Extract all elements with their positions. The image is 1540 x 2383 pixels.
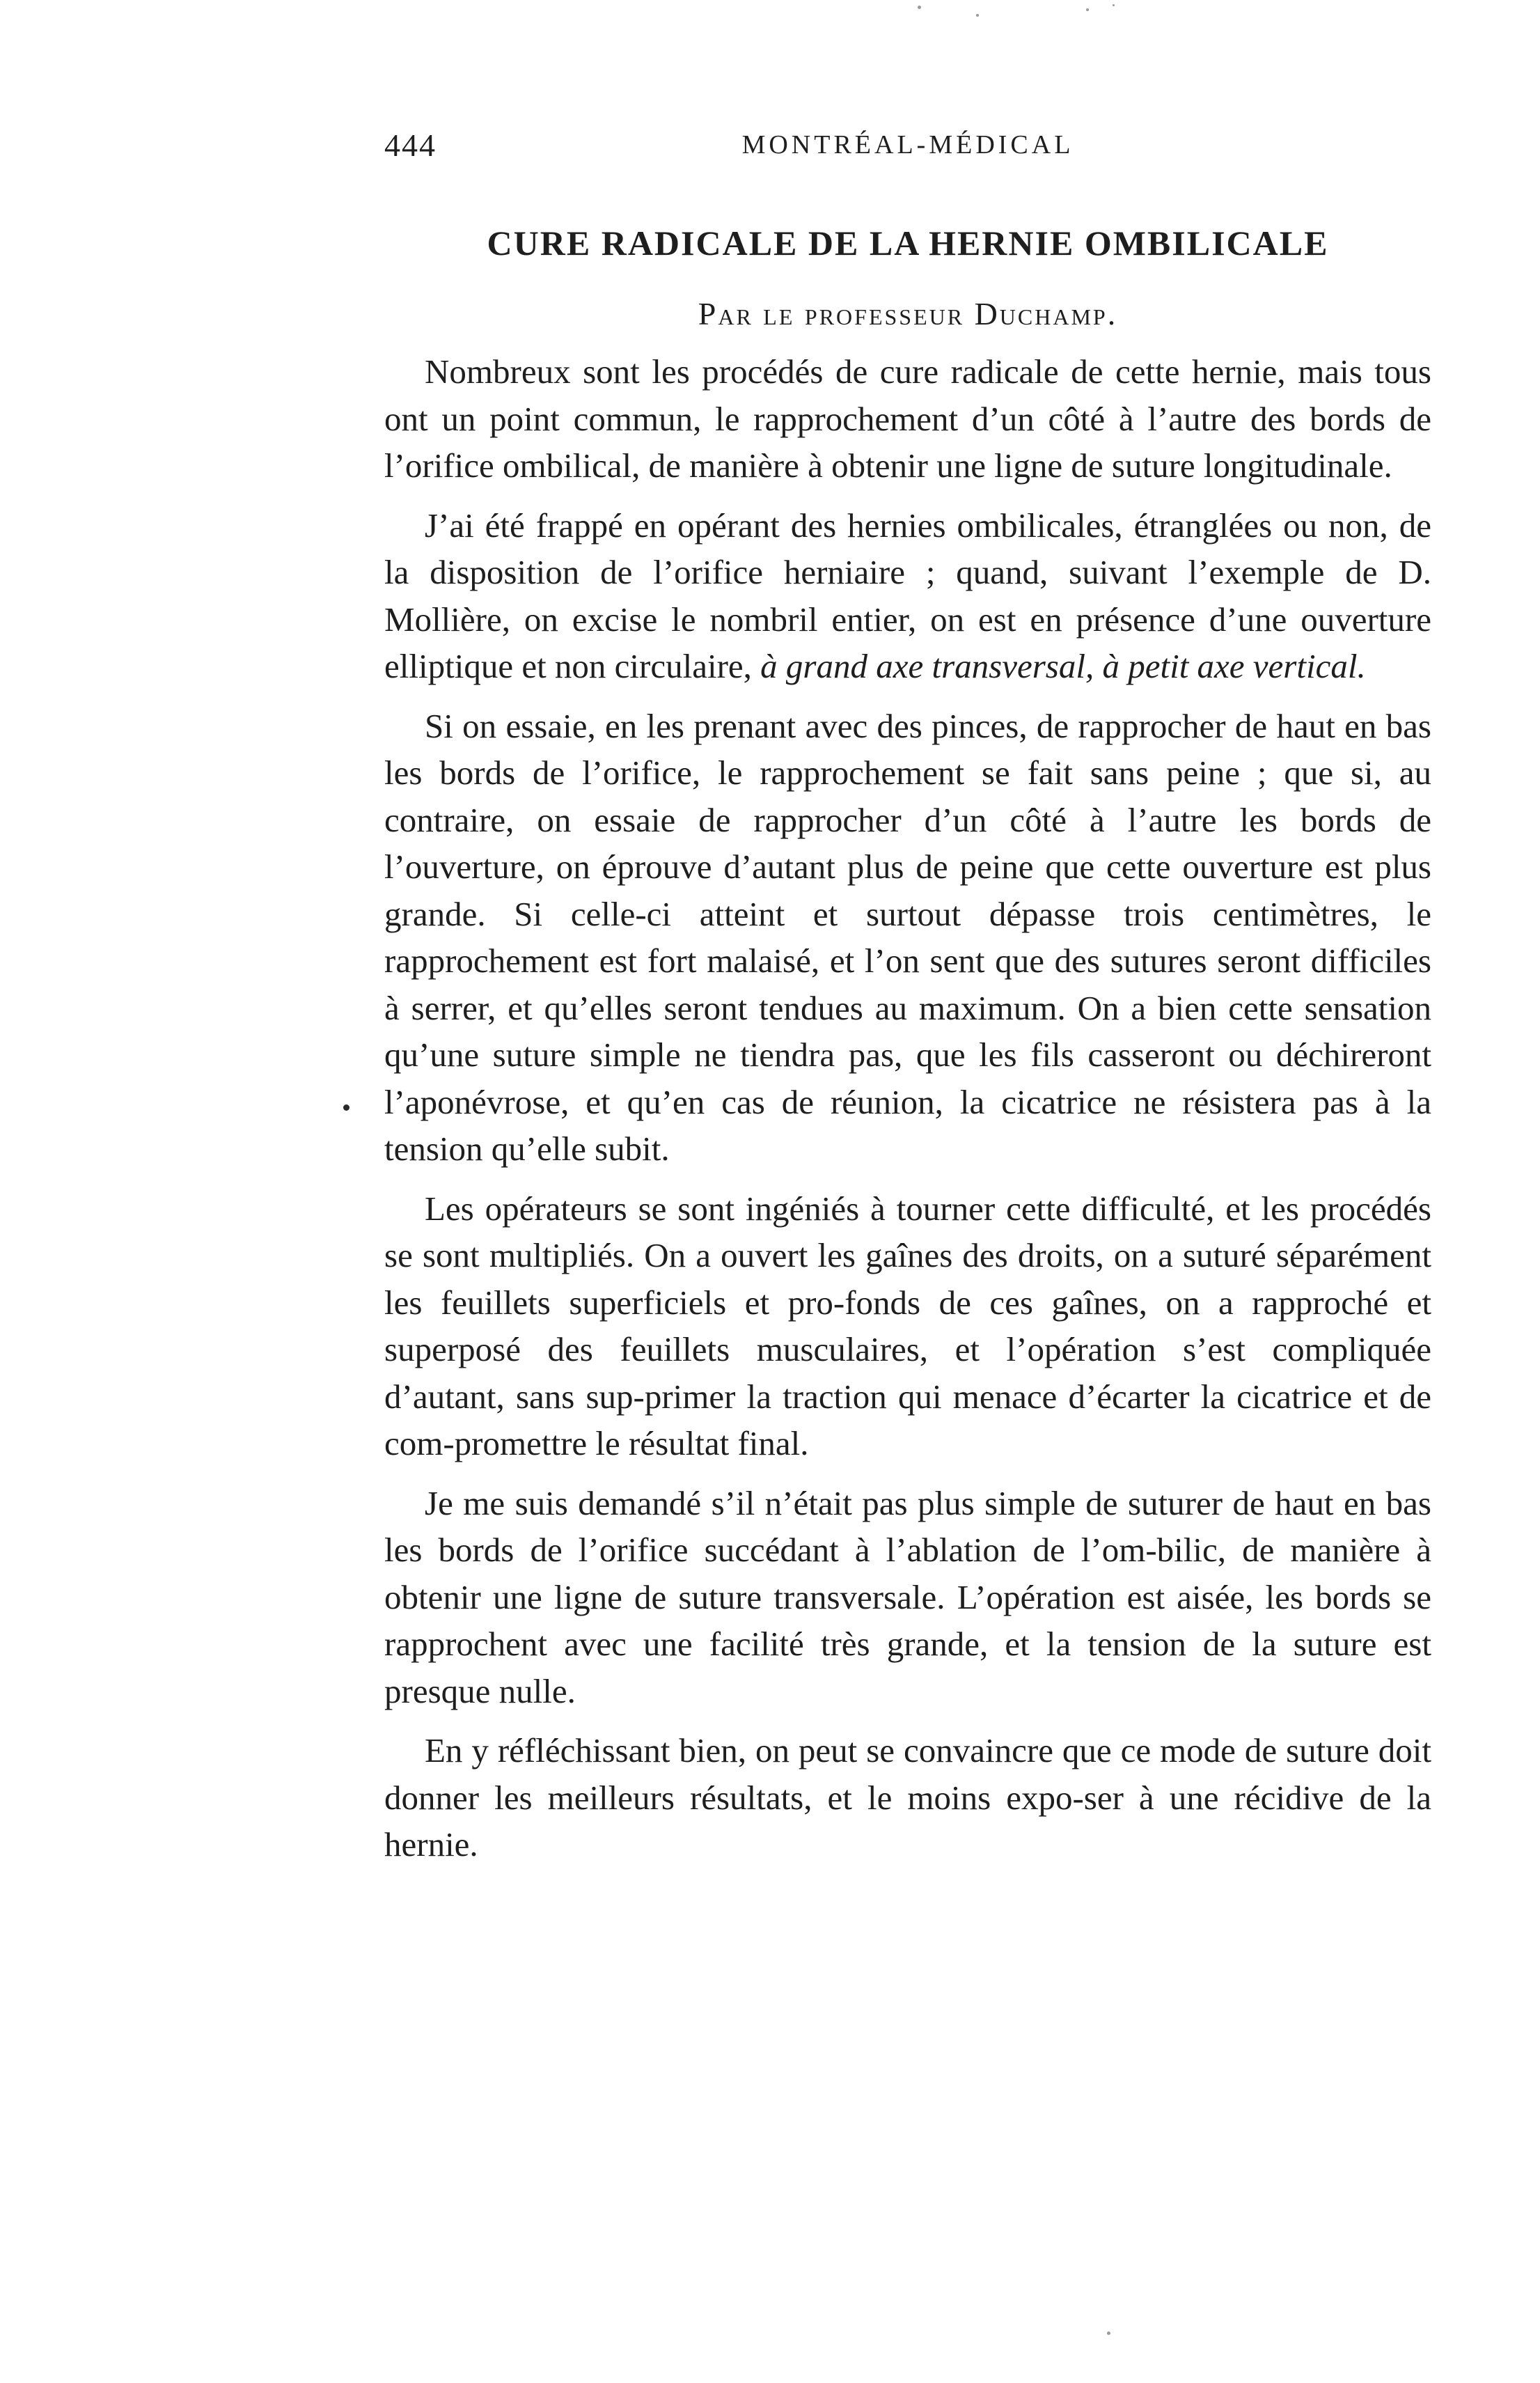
paragraph-text: Les opérateurs se sont ingéniés à tourner cette difficulté, et les procédés se sont multipliés. On a ouvert les gaînes des droits, on a suturé séparément les feuillets superficiels et pro-fonds de ces gaînes, on a rapproché et superposé des feuillets musculaires, et l’opération s’est compliquée d’autant, sans sup-primer la traction qui menace d’écarter la cicatrice et de com-promettre le résultat final.: [384, 1189, 1431, 1462]
paragraph-italic-text: à grand axe transversal, à petit axe vertical.: [760, 647, 1366, 685]
scan-speck: [918, 6, 921, 9]
paragraph: [384, 348, 1431, 490]
journal-title: MONTRÉAL-MÉDICAL: [741, 130, 1074, 159]
scan-speck: [976, 14, 979, 17]
scan-speck: [1107, 2331, 1110, 2335]
page-number: 444: [384, 127, 437, 163]
paragraph-text: Nombreux sont les procédés de cure radicale de cette hernie, mais tous ont un point commun, le rapprochement d’un côté à l’autre des bords de l’orifice ombilical, de manière à obtenir une ligne de suture longitudinale.: [384, 352, 1431, 485]
scan-speck: [1086, 8, 1089, 11]
paragraph-text: Si on essaie, en les prenant avec des pinces, de rapprocher de haut en bas les bords de l’orifice, le rapprochement se fait sans peine ; que si, au contraire, on essaie de rapprocher d’un côté à l’autre les bords de l’ouverture, on éprouve d’autant plus de peine que cette ouverture est plus grande. Si celle-ci atteint et surtout dépasse trois centimètres, le rapprochement est fort malaisé, et l’on sent que des sutures seront difficiles à serrer, et qu’elles seront tendues au maximum. On a bien cette sensation qu’une suture simple ne tiendra pas, que les fils casseront ou déchireront l’aponévrose, et qu’en cas de réunion, la cicatrice ne résistera pas à la tension qu’elle subit.: [384, 706, 1431, 1168]
article-body: [384, 348, 1431, 1881]
paragraph: [384, 703, 1431, 1173]
paragraph-text: Je me suis demandé s’il n’était pas plus simple de suturer de haut en bas les bords de l’orifice succédant à l’ablation de l’om-bilic, de manière à obtenir une ligne de suture transversale. L’opération est aisée, les bords se rapprochent avec une facilité très grande, et la tension de la suture est presque nulle.: [384, 1483, 1431, 1710]
paragraph: [384, 1480, 1431, 1715]
article-title: CURE RADICALE DE LA HERNIE OMBILICALE: [487, 224, 1329, 263]
paragraph-text: En y réfléchissant bien, on peut se convaincre que ce mode de suture doit donner les meilleurs résultats, et le moins expo-ser à une récidive de la hernie.: [384, 1731, 1431, 1864]
paragraph: [384, 502, 1431, 690]
scan-speck: [1113, 4, 1115, 6]
margin-mark-dot: [343, 1104, 349, 1111]
paragraph: [384, 1727, 1431, 1868]
paragraph-text: J’ai été frappé en opérant des hernies ombilicales, étranglées ou non, de la disposition de l’orifice herniaire ; quand, suivant l’exemple de D. Mollière, on excise le nombril entier, on est en présence d’une ouverture elliptique et non circulaire,: [384, 506, 1431, 685]
author-byline: Par le professeur Duchamp.: [698, 296, 1118, 331]
running-head: [384, 127, 1431, 169]
paragraph: [384, 1185, 1431, 1467]
